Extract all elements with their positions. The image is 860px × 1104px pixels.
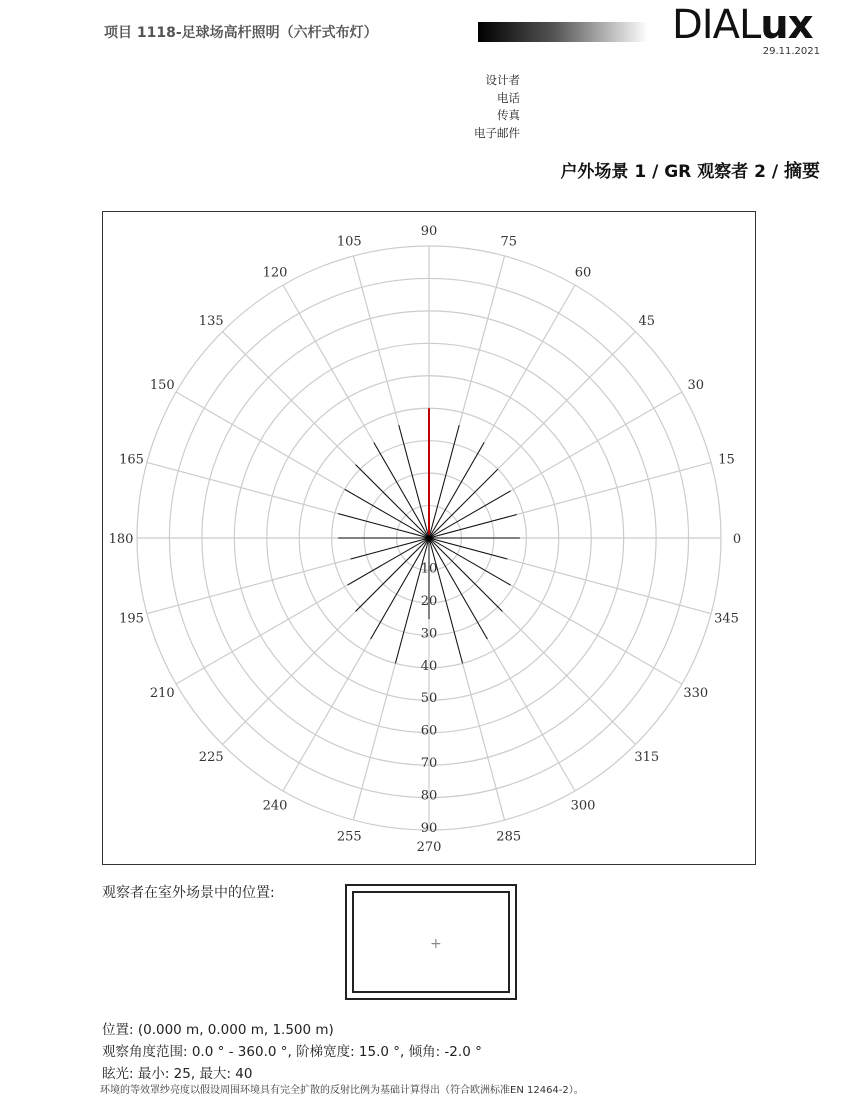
glare-line	[351, 538, 429, 559]
scene-title: 户外场景 1 / GR 观察者 2 / 摘要	[560, 161, 820, 182]
angle-label: 30	[687, 378, 705, 393]
center-point	[426, 535, 432, 541]
standard-note: 环境的等效罩纱亮度以假设周围环境具有完全扩散的反射比例为基础计算得出（符合欧洲标准EN 12464-2）。	[100, 1085, 584, 1096]
angle-label: 75	[500, 234, 517, 250]
angle-label: 315	[634, 749, 660, 765]
view-angle-range: 观察角度范围: 0.0 ° - 360.0 °, 阶梯宽度: 15.0 °, 倾角: -2.0 °	[102, 1044, 482, 1060]
radial-label: 20	[420, 593, 438, 609]
angle-label: 300	[570, 798, 596, 814]
angle-label: 285	[496, 829, 522, 845]
observer-marker: +	[430, 936, 442, 952]
glare-polar-chart	[102, 211, 756, 865]
radial-label: 10	[420, 561, 438, 577]
observer-position-label: 观察者在室外场景中的位置:	[102, 885, 275, 901]
contact-designer: 设计者	[485, 73, 520, 87]
angle-label: 120	[262, 265, 288, 281]
angle-label: 210	[149, 686, 175, 701]
observer-position: 位置: (0.000 m, 0.000 m, 1.500 m)	[102, 1022, 334, 1038]
angle-label: 45	[638, 314, 656, 330]
glare-min-max: 眩光: 最小: 25, 最大: 40	[102, 1066, 253, 1082]
angle-label: 240	[262, 798, 288, 814]
angle-label: 150	[149, 378, 175, 393]
radial-label: 80	[420, 788, 438, 804]
radial-label: 50	[420, 691, 438, 707]
glare-line	[374, 442, 429, 538]
project-title: 项目 1118-足球场高杆照明（六杆式布灯）	[104, 25, 378, 41]
glare-line	[429, 442, 484, 538]
polar-chart-svg	[103, 212, 755, 864]
angle-label: 195	[119, 611, 144, 627]
glare-line	[429, 514, 517, 538]
angle-label: 0	[732, 532, 742, 547]
angle-label: 225	[198, 749, 224, 765]
site-plan-inner	[352, 891, 510, 993]
glare-line	[429, 538, 507, 559]
radial-label: 90	[420, 821, 438, 836]
site-plan	[345, 884, 517, 1000]
angle-label: 60	[574, 265, 592, 281]
angle-label: 330	[683, 686, 709, 701]
angle-label: 105	[336, 234, 362, 250]
contact-phone: 电话	[497, 90, 520, 105]
angle-label: 135	[198, 314, 224, 330]
angle-label: 345	[714, 611, 739, 627]
radial-label: 70	[420, 756, 438, 772]
angle-label: 15	[718, 452, 735, 468]
radial-label: 40	[420, 658, 438, 674]
radial-label: 60	[420, 723, 438, 739]
header-gradient-bar	[478, 22, 648, 42]
report-date: 29.11.2021	[762, 46, 820, 57]
dialux-logo: DIALux	[672, 2, 813, 48]
angle-label: 165	[119, 452, 144, 468]
glare-line	[338, 514, 429, 538]
contact-fax: 传真	[497, 108, 520, 122]
contact-email: 电子邮件	[474, 125, 520, 140]
angle-label: 90	[420, 224, 438, 239]
angle-label: 180	[108, 532, 134, 547]
angle-label: 255	[336, 829, 362, 845]
angle-label: 270	[416, 840, 442, 855]
contact-block	[474, 72, 520, 142]
radial-label: 30	[420, 626, 438, 642]
